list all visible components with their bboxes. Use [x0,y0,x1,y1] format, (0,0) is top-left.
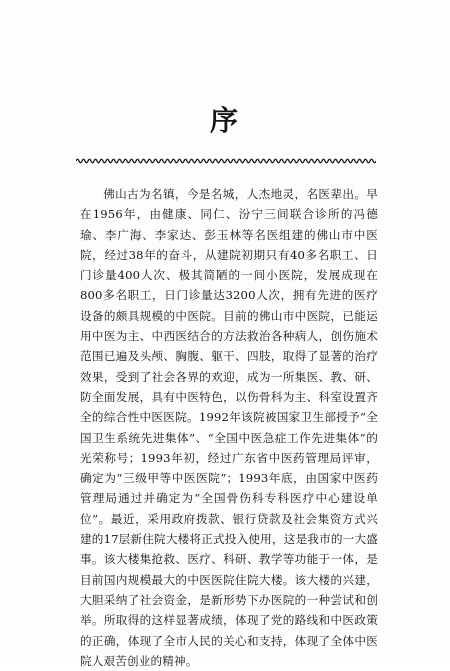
preface-title: 序 [209,104,240,137]
preface-body: 佛山古为名镇，今是名城，人杰地灵，名医辈出。早在1956年，由健康、同仁、汾宁三间联合诊所的冯德瑜、李广海、李家达、彭玉林等名医组建的佛山市中医院，经过38年的奋斗，从建院初期只有40多名职工、日门诊量400人次、极其简陋的一间小医院，发展成现在800多名职工，日门诊量达3200人次，拥有先进的医疗设备的颇具规模的中医院。目前的佛山市中医院，已能运用中医为主、中西医结合的方法救治各种病人，创伤施术范围已遍及头颅、胸腹、躯干、四肢，取得了显著的治疗效果，受到了社会各界的欢迎，成为一所集医、教、研、防全面发展，具有中医特色，以伤骨科为主、科室设置齐全的综合性中医医院。1992年该院被国家卫生部授予“全国卫生系统先进集体”、“全国中医急症工作先进集体”的光荣称号；1993年初，经过广东省中医药管理局评审，确定为“三级甲等中医医院”；1993年底，由国家中医药管理局通过并确定为“全国骨伤科专科医疗中心建设单位”。最近，采用政府拨款、银行贷款及社会集资方式兴建的17层新住院大楼将正式投入使用，这是我市的一大盛事。该大楼集抢救、医疗、科研、教学等功能于一体，是目前国内规模最大的中医医院住院大楼。该大楼的兴建，大胆采纳了社会资金，是新形势下办医院的一种尝试和创举。所取得的这样显著成绩，体现了党的路线和中医政策的正确，体现了全市人民的关心和支持，体现了全体中医院人艰苦创业的精神。 [80,187,378,668]
divider-wave-line [76,159,376,163]
ornamental-divider [76,157,376,165]
